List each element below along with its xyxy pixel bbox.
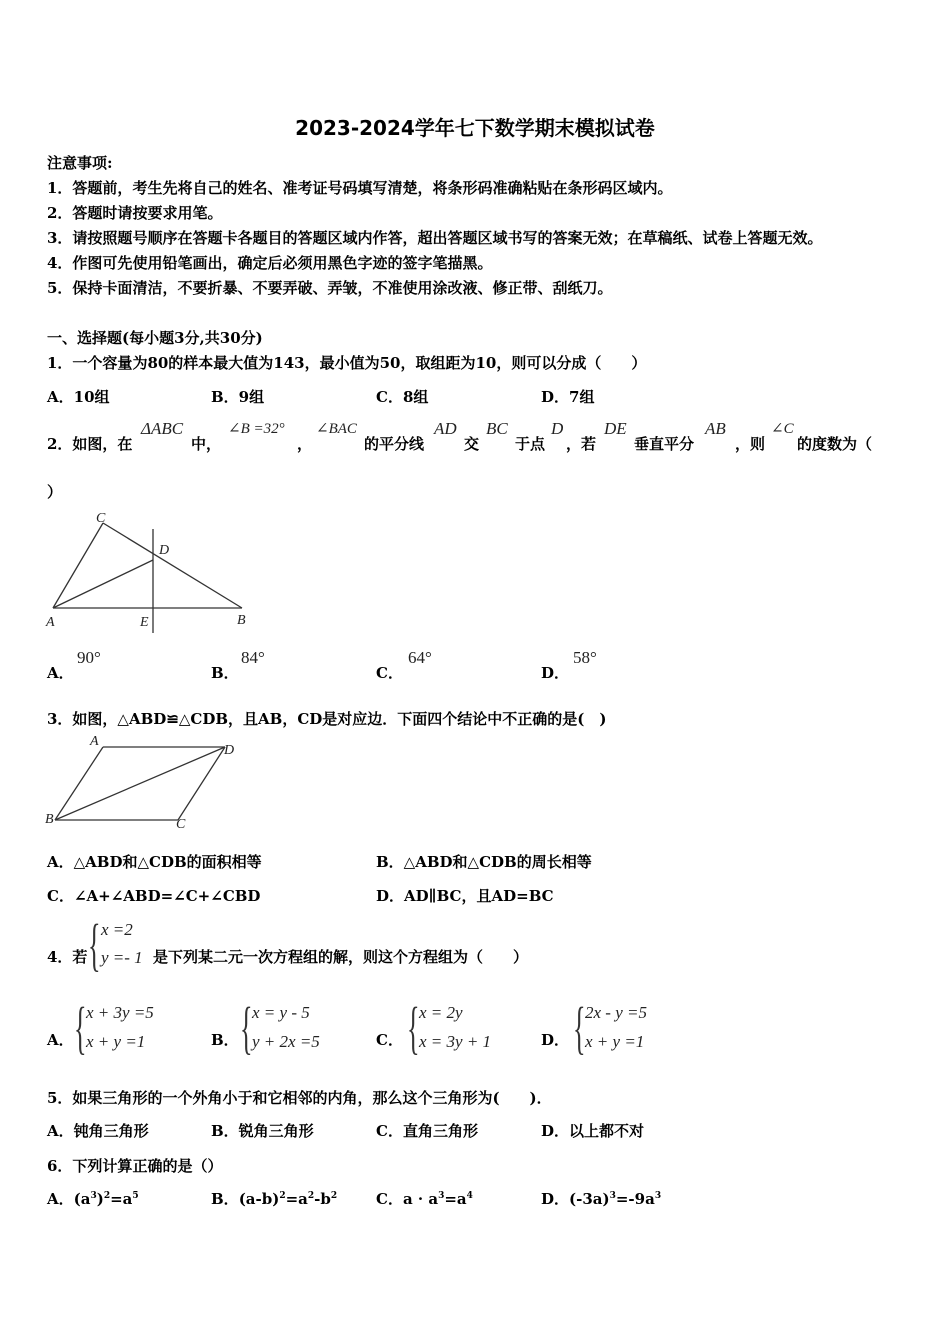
q4-option-c-letter: C． [376,1031,403,1049]
label-a: A [46,615,55,630]
q4-option-b-line: y + 2x =5 [252,1032,320,1051]
section-heading: 一、选择题(每小题3分,共30分) [47,329,263,347]
segment-ac [53,523,103,608]
q6-option-c [376,1188,473,1209]
notice-item: 5．保持卡面清洁，不要折暴、不要弄破、弄皱，不准使用涂改液、修正带、刮纸刀。 [47,279,613,297]
q6-option-d [541,1188,661,1209]
q2-math: ∠C [771,421,794,437]
q2-math: DE [604,419,627,438]
q4-text: 是下列某二元一次方程组的解，则这个方程组为（ ） [153,948,529,966]
q2-text: ） [47,483,63,501]
q2-math: BC [486,419,508,438]
q4-option-c-line: x = 2y [419,1003,463,1022]
q2-option-b-letter: B． [211,664,239,682]
exponent: 2 [330,1191,338,1201]
exponent: 3 [90,1191,97,1201]
expr-part: (-3a) [569,1190,610,1208]
exponent: 2 [103,1191,111,1201]
question-3-text: 3．如图，△ABD≌△CDB，且AB，CD是对应边．下面四个结论中不正确的是( ) [47,710,607,728]
expr-part: =a [285,1190,308,1208]
notice-item: 1．答题前，考生先将自己的姓名、准考证号码填写清楚，将条形码准确粘贴在条形码区域内。 [47,179,673,197]
q3-option-a: A．△ABD和△CDB的面积相等 [47,853,262,871]
notice-heading: 注意事项: [47,154,113,172]
q2-option-a-letter: A． [47,664,74,682]
segment-ad [53,560,153,608]
brace-icon: { [240,995,253,1060]
segment-bd [55,747,225,820]
expr-part: =-9a [615,1190,655,1208]
exponent: 3 [438,1191,445,1201]
q2-option-c-letter: C． [376,664,403,682]
expr-part: (a-b) [238,1190,280,1208]
q4-lead: 4．若 [47,948,88,966]
segment-cd [178,747,225,820]
brace-icon: { [74,995,87,1060]
q2-text: ，则 [735,435,766,453]
q3-option-d: D．AD∥BC，且AD=BC [376,887,554,905]
q2-text: 的度数为（ [797,435,873,453]
q3-option-c: C．∠A+∠ABD=∠C+∠CBD [47,887,261,905]
q2-text: ， [297,435,313,453]
q2-option-a-value: 90° [77,648,101,667]
label-a: A [90,734,99,749]
segment-cb [103,523,242,608]
option-letter: B． [211,1190,239,1208]
brace-icon: { [407,995,420,1060]
q6-option-a [47,1188,139,1209]
q2-text: 于点 [515,435,546,453]
q4-option-c-line: x = 3y + 1 [419,1032,492,1051]
q4-system-line: x =2 [101,920,133,939]
q6-option-b [211,1188,337,1209]
q2-math: ∠B =32° [228,421,285,437]
label-b: B [45,812,54,827]
q4-option-a-line: x + 3y =5 [86,1003,154,1022]
exponent: 5 [132,1191,139,1201]
q2-math: D [551,419,564,438]
option-letter: A． [47,1190,74,1208]
q1-option-b: B．9组 [211,388,265,406]
q2-option-c-value: 64° [408,648,432,667]
label-e: E [140,615,149,630]
q1-option-c: C．8组 [376,388,429,406]
page-title: 2023-2024学年七下数学期末模拟试卷 [295,116,655,140]
q4-option-a-line: x + y =1 [86,1032,146,1051]
brace-icon: { [88,912,101,977]
q4-option-d-line: x + y =1 [585,1032,645,1051]
q2-text: 中， [191,435,222,453]
q5-option-d: D．以上都不对 [541,1122,645,1140]
expr-part: ) [96,1190,104,1208]
q5-option-b: B．锐角三角形 [211,1122,314,1140]
question-5-text: 5．如果三角形的一个外角小于和它相邻的内角，那么这个三角形为( )． [47,1089,552,1107]
q2-triangle-figure [40,505,260,635]
option-letter: C． [376,1190,403,1208]
q2-math: ∠BAC [316,421,357,437]
q1-option-d: D．7组 [541,388,595,406]
q3-parallelogram-figure [40,733,250,833]
q5-option-a: A．钝角三角形 [47,1122,149,1140]
q4-option-a-letter: A． [47,1031,74,1049]
q2-text: 垂直平分 [634,435,695,453]
exponent: 3 [609,1191,616,1201]
label-c: C [96,511,106,526]
label-d: D [159,543,170,558]
expr-part: (a [73,1190,91,1208]
q4-option-b-line: x = y - 5 [252,1003,310,1022]
exponent: 2 [279,1191,286,1201]
q5-option-c: C．直角三角形 [376,1122,478,1140]
q2-math: AD [434,419,457,438]
expr-part: -b [314,1190,331,1208]
q2-text: 的平分线 [364,435,425,453]
label-c: C [176,817,186,832]
q2-text: 2．如图，在 [47,435,133,453]
q4-option-d-line: 2x - y =5 [585,1003,647,1022]
label-d: D [224,743,235,758]
notice-item: 2．答题时请按要求用笔。 [47,204,223,222]
q4-option-d-letter: D． [541,1031,570,1049]
expr-part: =a [110,1190,133,1208]
option-letter: D． [541,1190,570,1208]
exponent: 4 [466,1191,473,1201]
q2-math: ΔABC [141,419,184,438]
q3-option-b: B．△ABD和△CDB的周长相等 [376,853,592,871]
q4-option-b-letter: B． [211,1031,239,1049]
q2-option-b-value: 84° [241,648,265,667]
q2-math: AB [705,419,726,438]
exponent: 3 [654,1191,662,1201]
expr-part: =a [444,1190,467,1208]
q2-option-d-value: 58° [573,648,597,667]
q2-option-d-letter: D． [541,664,570,682]
question-6-text: 6．下列计算正确的是（） [47,1157,223,1175]
notice-item: 3．请按照题号顺序在答题卡各题目的答题区域内作答，超出答题区域书写的答案无效；在草稿纸、试卷上答题无效。 [47,229,823,247]
q4-system-line: y =- 1 [101,948,143,967]
question-1-text: 1．一个容量为80的样本最大值为143，最小值为50，取组距为10，则可以分成（ ） [47,354,647,372]
q2-text: 交 [464,435,480,453]
expr-part: a · a [402,1190,439,1208]
q2-text: ，若 [566,435,597,453]
label-b: B [237,613,246,628]
q1-option-a: A．10组 [47,388,110,406]
notice-item: 4．作图可先使用铅笔画出，确定后必须用黑色字迹的签字笔描黑。 [47,254,493,272]
brace-icon: { [573,995,586,1060]
exponent: 2 [307,1191,315,1201]
